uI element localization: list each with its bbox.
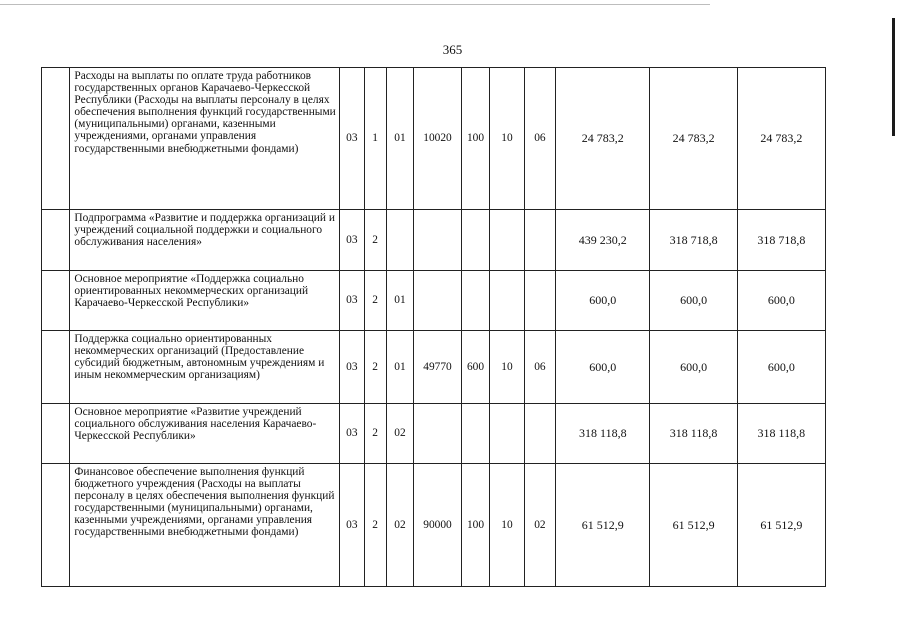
code-cell: 49770	[414, 331, 462, 404]
amount-cell: 318 118,8	[556, 404, 650, 464]
code-cell: 600	[461, 331, 489, 404]
row-description: Подпрограмма «Развитие и поддержка организаций и учреждений социальной поддержки и социального обслуживания населения»	[70, 210, 340, 271]
code-cell: 03	[340, 404, 364, 464]
code-cell	[414, 271, 462, 331]
code-cell	[524, 404, 555, 464]
row-description: Основное мероприятие «Развитие учреждений социального обслуживания населения Карачаево-Черкесской Республики»	[70, 404, 340, 464]
code-cell	[414, 210, 462, 271]
code-cell: 10	[490, 464, 524, 587]
code-cell: 10	[490, 331, 524, 404]
amount-cell: 24 783,2	[556, 68, 650, 210]
empty-cell	[42, 210, 70, 271]
code-cell: 90000	[414, 464, 462, 587]
code-cell: 1	[364, 68, 386, 210]
code-cell: 03	[340, 331, 364, 404]
code-cell: 02	[386, 404, 413, 464]
code-cell: 100	[461, 464, 489, 587]
code-cell: 02	[524, 464, 555, 587]
amount-cell: 318 718,8	[650, 210, 737, 271]
code-cell: 01	[386, 331, 413, 404]
amount-cell: 24 783,2	[737, 68, 825, 210]
code-cell: 03	[340, 68, 364, 210]
code-cell: 03	[340, 210, 364, 271]
code-cell: 2	[364, 404, 386, 464]
code-cell: 2	[364, 464, 386, 587]
amount-cell: 600,0	[650, 271, 737, 331]
code-cell	[490, 210, 524, 271]
code-cell	[461, 210, 489, 271]
amount-cell: 600,0	[556, 331, 650, 404]
table-row	[42, 404, 826, 464]
code-cell: 06	[524, 68, 555, 210]
table-row	[42, 271, 826, 331]
code-cell	[461, 404, 489, 464]
table-row	[42, 210, 826, 271]
amount-cell: 600,0	[737, 271, 825, 331]
code-cell: 2	[364, 331, 386, 404]
code-cell	[490, 404, 524, 464]
table-row	[42, 464, 826, 587]
table-row	[42, 331, 826, 404]
row-description: Поддержка социально ориентированных некоммерческих организаций (Предоставление субсидий бюджетным, автономным учреждениям и иным некоммерческим организациям)	[70, 331, 340, 404]
page-number: 365	[442, 42, 463, 57]
amount-cell: 600,0	[556, 271, 650, 331]
code-cell: 03	[340, 464, 364, 587]
code-cell	[414, 404, 462, 464]
row-description: Финансовое обеспечение выполнения функций бюджетного учреждения (Расходы на выплаты персоналу в целях обеспечения выполнения функций государственными (муниципальными) органами, казенными учреждениями, органами управления государственными внебюджетными фондами)	[70, 464, 340, 587]
amount-cell: 600,0	[737, 331, 825, 404]
code-cell: 03	[340, 271, 364, 331]
code-cell: 100	[461, 68, 489, 210]
code-cell: 02	[386, 464, 413, 587]
code-cell: 10020	[414, 68, 462, 210]
table-row	[42, 68, 826, 210]
code-cell	[490, 271, 524, 331]
top-border-line	[0, 4, 710, 5]
code-cell: 01	[386, 68, 413, 210]
row-description: Расходы на выплаты по оплате труда работников государственных органов Карачаево-Черкесской Республики (Расходы на выплаты персоналу в целях обеспечения выполнения функций государственными (муниципальными) органами, казенными учреждениями, органами управления государственными внебюджетными фондами)	[70, 68, 340, 210]
budget-table	[41, 67, 826, 587]
empty-cell	[42, 404, 70, 464]
amount-cell: 318 118,8	[737, 404, 825, 464]
amount-cell: 61 512,9	[650, 464, 737, 587]
empty-cell	[42, 271, 70, 331]
code-cell	[524, 210, 555, 271]
empty-cell	[42, 68, 70, 210]
amount-cell: 61 512,9	[737, 464, 825, 587]
code-cell	[461, 271, 489, 331]
amount-cell: 439 230,2	[556, 210, 650, 271]
code-cell: 2	[364, 210, 386, 271]
row-description: Основное мероприятие «Поддержка социально ориентированных некоммерческих организаций Карачаево-Черкесской Республики»	[70, 271, 340, 331]
empty-cell	[42, 331, 70, 404]
empty-cell	[42, 464, 70, 587]
code-cell: 06	[524, 331, 555, 404]
amount-cell: 318 118,8	[650, 404, 737, 464]
code-cell: 10	[490, 68, 524, 210]
amount-cell: 600,0	[650, 331, 737, 404]
amount-cell: 318 718,8	[737, 210, 825, 271]
scan-edge-mark	[892, 18, 895, 136]
code-cell	[524, 271, 555, 331]
code-cell: 2	[364, 271, 386, 331]
code-cell	[386, 210, 413, 271]
code-cell: 01	[386, 271, 413, 331]
amount-cell: 61 512,9	[556, 464, 650, 587]
amount-cell: 24 783,2	[650, 68, 737, 210]
